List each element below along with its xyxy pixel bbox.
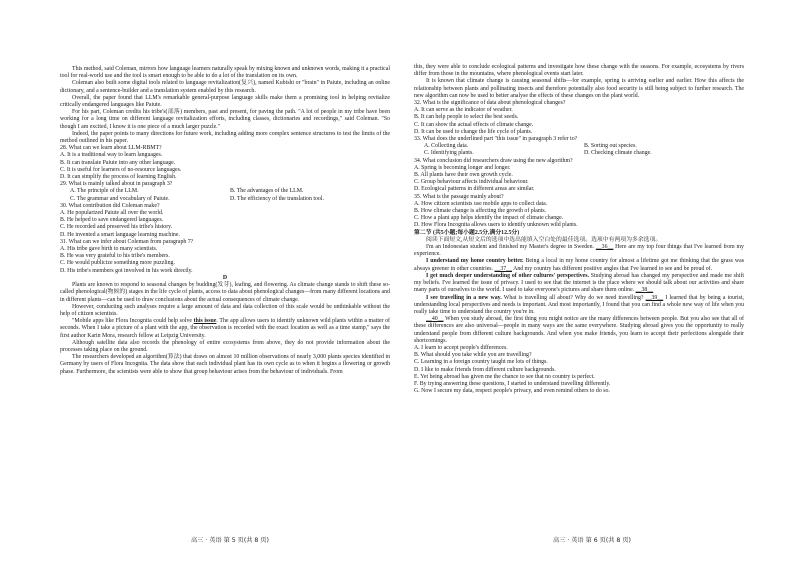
option: A. His tribe gave birth to many scientists. xyxy=(60,246,158,253)
option: B. What should you take while you are travelling? xyxy=(414,352,532,359)
text: I'm an Indonesian student and finished my Master's degree in Sweden. xyxy=(426,244,596,251)
paragraph: Overall, the paper found that LLM's remarkable general-purpose language skills make them a promising tool in helping revitalize critically endangered languages like Paiute. xyxy=(60,94,390,109)
paragraph: Coleman also built some digital tools related to language revitalization(复兴), named Kubishi or "brain" in Paiute, including an online dictionary, and a sentence-builder and a translation system enabled by this research. xyxy=(60,80,390,94)
option: D. It can be used to change the life cycle of plants. xyxy=(414,128,533,135)
section-heading-2: 第二节 (共5小题;每小题2.5分,满分12.5分) xyxy=(414,229,520,236)
option: A. It can serve as the indicator of weather. xyxy=(414,107,513,114)
bold-heading: I see travelling in a new way. xyxy=(426,294,502,301)
page-footer-left: 高三 · 英语 第 5 页(共 8 页) xyxy=(191,537,269,544)
option: A. He popularized Paiute all over the world. xyxy=(60,210,164,217)
option: D. Checking climate change. xyxy=(584,150,652,157)
question-33: 33. What does the underlined part "this issue" in paragraph 3 refer to? xyxy=(414,136,578,143)
option: C. Identifying plants. xyxy=(424,150,474,157)
question-29: 29. What is mainly talked about in paragraph 3? xyxy=(60,181,173,188)
option: C. Group behaviour affects individual behaviour. xyxy=(414,179,529,186)
text: When you study abroad, the first thing you might notice are the many differences between people. But you also see that all of these differences are also universal—people in many ways are the same everywhere. Studying abroad gives you the opportunity to really understand people from different culture backgrounds. And when you make friends, you learn to accept their perfections alongside their shortcomings. xyxy=(414,316,744,344)
option: B. He was very grateful to his tribe's members. xyxy=(60,253,170,260)
option: D. I like to make friends from different culture backgrounds. xyxy=(414,366,556,373)
text: Here are my top four things that I've learned from my experience. xyxy=(414,244,744,258)
page-footer-right: 高三 · 英语 第 6 页(共 8 页) xyxy=(553,537,631,544)
bold-heading: I understand my home country better. xyxy=(426,258,524,265)
option: B. He helped to save endangered languages. xyxy=(60,217,164,224)
option: C. It can show the actual effects of climate change. xyxy=(414,121,534,128)
option: A. It is a traditional way to learn languages. xyxy=(60,152,163,159)
option: A. I learn to accept people's differences. xyxy=(414,344,508,351)
bold-heading: I get much deeper understanding of other cultures' perspectives. xyxy=(426,272,589,279)
question-32: 32. What is the significance of data about phenological changes? xyxy=(414,100,566,107)
option: G. Now I secure my data, respect people's privacy, and even remind others to do so. xyxy=(414,388,610,395)
option: E. Yet being abroad has given me the chance to see that no country is perfect. xyxy=(414,373,595,380)
text: What is travelling all about? Why do we need travelling? xyxy=(501,294,646,301)
option-row xyxy=(424,150,744,157)
text: And my country has different positive angles that I've learned to see and be proud of. xyxy=(512,265,713,272)
paragraph xyxy=(414,244,744,258)
text: Studying abroad has changed my perspective and made me shift my beliefs. I've learned the issue of privacy. I used to see that the internet is the place where we should talk about our activities and share many parts of ourselves to the world. I used to take everyone's pictures and share them online. xyxy=(414,272,744,294)
section-heading-d: D xyxy=(222,274,228,281)
paragraph: Although satellite data also records the phenology of entire ecosystems from above, they do not provide information about the processes taking place on the ground. xyxy=(60,339,390,353)
paragraph: For his part, Coleman credits his tribe's(部落) members, past and present, for paving the path. "A lot of people in my tribe have been working for a long time on different language revitalization efforts, including classes, dictionaries and recordings," said Coleman. "So though I am excited, I know it is one piece of a much larger puzzle." xyxy=(60,109,390,130)
paragraph: This method, said Coleman, mirrors how language learners naturally speak by mixing known and unknown words, making it a practical tool for real-world use and the tool is smart enough to be able to do a lot of the translation on its own. xyxy=(60,66,390,80)
blank-36: __36__ xyxy=(595,244,614,251)
text: . The app allows users to identify unknown wild plants within a matter of seconds. When I take a picture of a plant with the app, the observation is recorded with the exact location as well as a time stamp," says the first author Karin Mora, research fellow at Leipzig University. xyxy=(60,318,390,339)
paragraph: this, they were able to conclude ecological patterns and investigate how these change with the seasons. For example, ecosystems by rivers differ from those in the mountains, where phenological events start later. xyxy=(414,64,744,78)
option: A. How citizen scientists use mobile apps to collect data. xyxy=(414,200,548,207)
text: "Mobile apps like Flora Incognita could help solve xyxy=(72,318,194,325)
question-28: 28. What can we learn about LLM-RBMT? xyxy=(60,145,162,152)
paragraph: Plants are known to respond to seasonal changes by budding(发芽), leafing, and flowering. As climate change stands to shift these so-called phenological(物候的) stages in the life cycle of plants, access to data about phenological changes—from many different locations and in different plants—can be used to draw conclusions about the actual consequences of climate change. xyxy=(60,282,390,303)
option: D. His tribe's members got involved in his work directly. xyxy=(60,267,193,274)
paragraph xyxy=(414,295,744,317)
option: B. It can translate Paiute into any other language. xyxy=(60,159,176,166)
option: D. He invented a smart language learning machine. xyxy=(60,231,180,238)
option: F. By trying answering these questions, I started to understand travelling differently. xyxy=(414,380,611,387)
option: B. How climate change is affecting the growth of plants. xyxy=(414,208,547,215)
paragraph: Indeed, the paper points to many directions for future work, including adding more complex sentence structures to test the limits of the method outlined in his paper. xyxy=(60,130,390,145)
option: C. How a plant app helps identify the impact of climate change. xyxy=(414,215,564,222)
blank-38: __38__ xyxy=(635,287,654,294)
text: Being a local in my home country for almost a lifetime got me thinking that the grass was always greener in other countries. xyxy=(414,258,744,272)
paragraph xyxy=(414,273,744,295)
right-page-column xyxy=(414,64,744,395)
underlined-phrase: this issue xyxy=(193,318,217,325)
option: A. The principle of the LLM. xyxy=(70,188,139,195)
option: C. The grammar and vocabulary of Paiute. xyxy=(70,195,170,202)
option-row xyxy=(70,188,390,195)
option: D. It can simplify the process of learning English. xyxy=(60,174,177,181)
paragraph xyxy=(414,316,744,345)
paragraph: It is known that climate change is causing seasonal shifts—for example, spring is arriving earlier and earlier. How this affects the relationship between plants and pollinating insects and therefore potentially also food security is still being subject to further research. The new algorithm can now be used to better analyse the effects of these changes on the plant world. xyxy=(414,78,744,99)
option: A. Spring is becoming longer and longer. xyxy=(414,164,511,171)
option: D. The efficiency of the translation tool. xyxy=(230,195,324,202)
option: D. How Flora Incognita allows users to identify unknown wild plants. xyxy=(414,222,578,229)
paragraph: The researchers developed an algorithm(算法) that draws on almost 10 million observations of nearly 3,000 plants species identified in Germany by users of Flora Incognita. The data show that each individual plant has its own cycle as to when it begins a flowering or growth phase. Furthermore, the scientists were able to show that group behaviour arises from the behaviour of individuals. From xyxy=(60,354,390,375)
option-row xyxy=(70,196,390,203)
question-30: 30. What contribution did Coleman make? xyxy=(60,202,160,209)
paragraph: However, conducting such analyses require a large amount of data and data collection of this scale would be unthinkable without the help of citizen scientists. xyxy=(60,303,390,317)
option: B. The advantages of the LLM. xyxy=(230,188,304,195)
blank-37: __37__ xyxy=(494,265,513,272)
option: B. Sorting out species. xyxy=(584,143,637,150)
paragraph xyxy=(414,258,744,272)
question-35: 35. What is the passage mainly about? xyxy=(414,193,504,200)
question-31: 31. What can we infer about Coleman from paragraph 7? xyxy=(60,238,194,245)
left-page-column xyxy=(60,66,390,376)
option: C. It is useful for learners of no-resource languages. xyxy=(60,166,182,173)
option: A. Collecting data. xyxy=(424,143,469,150)
option: C. Learning in a foreign country taught me lots of things. xyxy=(414,359,548,366)
instructions: 阅读下面短文,从短文后的选项中选出能填入空白处的最佳选项。选项中有两项为多余选项。 xyxy=(426,236,662,243)
option: B. All plants have their own growth cycle. xyxy=(414,172,513,179)
text: I learned that by being a tourist, understanding local perspectives and needs is important. And most importantly, I found that you can find a whole new way of life when you really take time to understand the country you're in. xyxy=(414,294,744,315)
blank-39: __39__ xyxy=(645,294,664,301)
question-34: 34. What conclusion did researchers draw using the new algorithm? xyxy=(414,157,573,164)
blank-40: __40__ xyxy=(426,316,444,323)
option: C. He recorded and preserved his tribe's history. xyxy=(60,224,173,231)
option: D. Ecological patterns in different areas are similar. xyxy=(414,186,535,193)
option: B. It can help people to select the best seeds. xyxy=(414,114,519,121)
option: C. He would publicize something more puzzling. xyxy=(60,260,175,267)
paragraph xyxy=(60,318,390,340)
